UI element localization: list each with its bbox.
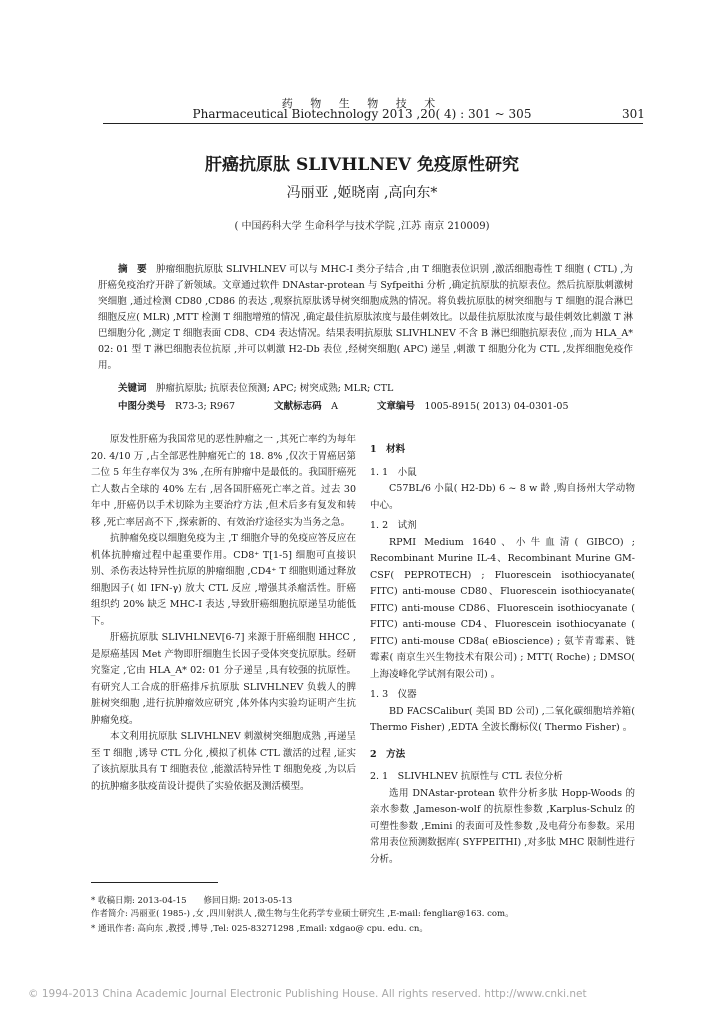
footnote-author-bio: 作者简介: 冯丽亚( 1985-) ,女 ,四川射洪人 ,微生物与生化药学专业硕士研究生 ,E-mail: fengliar@163. com。 xyxy=(91,909,514,919)
article-title: 肝癌抗原肽 SLIVHLNEV 免疫原性研究 xyxy=(205,155,519,175)
header-rule xyxy=(103,123,643,124)
article-no-value: 1005-8915( 2013) 04-0301-05 xyxy=(424,401,569,412)
footnote-corresponding-author: * 通讯作者: 高向东 ,教授 ,博导 ,Tel: 025-83271298 ,Email: xdgao@ cpu. edu. cn。 xyxy=(91,924,428,934)
page-number: 301 xyxy=(622,107,645,121)
abstract-label: 摘 要 xyxy=(118,264,147,275)
keywords-label: 关键词 xyxy=(118,383,147,394)
abstract-text: 肿瘤细胞抗原肽 SLIVHLNEV 可以与 MHC-I 类分子结合 ,由 T 细胞表位识别 ,激活细胞毒性 T 细胞 ( CTL) ,为肝癌免疫治疗开辟了新领域。文章通过软件 DNAstar-protean 与 Syfpeithi 分析 ,确定抗原肽的抗原表位。然后抗原肽刺激树突细胞 ,通过检测 CD80 ,CD86 的表达 ,观察抗原肽诱导树突细胞成熟的情况。将负载抗原肽的树突细胞与 T 细胞的混合淋巴细胞反应( MLR) ,MTT 检测 T 细胞增殖的情况 ,确定最佳抗原肽浓度与最佳刺效比。以最佳抗原肽浓度与最佳刺效比刺激 T 淋巴细胞分化 ,测定 T 细胞表面 CD8、CD4 表达情况。结果表明抗原肽 SLIVHLNEV 不含 B 淋巴细胞抗原表位 ,而为 HLA_A* 02: 01 型 T 淋巴细胞表位抗原 ,并可以刺激 H2-Db 表位 ,经树突细胞( APC) 递呈 ,刺激 T 细胞分化为 CTL ,发挥细胞免疫作用。 xyxy=(98,264,633,371)
clc-label: 中图分类号 xyxy=(118,401,166,412)
abstract xyxy=(98,262,633,374)
left-column xyxy=(91,432,356,795)
article-affiliation: ( 中国药科大学 生命科学与技术学院 ,江苏 南京 210009) xyxy=(234,221,490,232)
footnote-dates: * 收稿日期: 2013-04-15 修回日期: 2013-05-13 xyxy=(91,896,293,906)
keywords-text: 肿瘤抗原肽; 抗原表位预测; APC; 树突成熟; MLR; CTL xyxy=(156,383,394,394)
section-heading-materials: 1 材料 xyxy=(370,444,406,455)
section-heading-methods: 2 方法 xyxy=(370,748,406,760)
right-column xyxy=(370,432,635,868)
footnote-rule xyxy=(91,882,218,883)
intro-paragraph-3: 肝癌抗原肽 SLIVHLNEV[6-7] 来源于肝癌细胞 HHCC ,是原癌基因 Met 产物即肝细胞生长因子受体突变抗原肽。经研究鉴定 ,它由 HLA_A* 02: 01 分子递呈 ,具有较强的抗原性。有研究人工合成的肝癌排斥抗原肽 SLIVHLNEV 负载人的脾脏树突细胞 ,进行抗肿瘤效应研究 ,体外体内实验均证明产生抗肿瘤免疫。 xyxy=(91,632,356,726)
doc-code-value: A xyxy=(331,401,338,412)
intro-paragraph-1: 原发性肝癌为我国常见的恶性肿瘤之一 ,其死亡率约为每年 20. 4/10 万 ,占全部恶性肿瘤死亡的 18. 8% ,仅次于胃癌居第二位 5 年生存率仅为 3% ,在所有肿瘤中是最低的。我国肝癌死亡人数占全球的 40% 左右 ,居各国肝癌死亡率之首。过去 30 年中 ,肝癌仍以手术切除为主要治疗方法 ,但术后多有复发和转移 ,死亡率居高不下 ,探索新的、有效治疗途径实为当务之急。 xyxy=(91,434,356,528)
analysis-text: 选用 DNAstar-protean 软件分析多肽 Hopp-Woods 的亲水参数 ,Jameson-wolf 的抗原性参数 ,Karplus-Schulz 的可塑性参数 ,Emini 的表面可及性参数 ,及电荷分布参数。采用常用表位预测数据库( SYFPEITHI) ,对多肽 MHC 限制性进行分析。 xyxy=(370,787,635,865)
mice-text: C57BL/6 小鼠( H2-Db) 6 ~ 8 w 龄 ,购自扬州大学动物中心。 xyxy=(370,483,635,511)
instruments-text: BD FACSCalibur( 美国 BD 公司) ,二氧化碳细胞培养箱( Thermo Fisher) ,EDTA 全波长酶标仪( Thermo Fisher) 。 xyxy=(370,705,635,733)
intro-paragraph-4: 本文利用抗原肽 SLIVHLNEV 刺激树突细胞成熟 ,再递呈至 T 细胞 ,诱导 CTL 分化 ,模拟了机体 CTL 激活的过程 ,证实了该抗原肽具有 T 细胞表位 ,能激活特异性 T 细胞免疫 ,为以后的抗肿瘤多肽疫苗设计提供了实验依据及测活模型。 xyxy=(91,731,356,792)
journal-title-cn: 药 物 生 物 技 术 xyxy=(281,97,443,110)
doc-code-label: 文献标志码 xyxy=(274,401,322,412)
subsection-heading-reagents: 1. 2 试剂 xyxy=(370,520,417,531)
article-no-label: 文章编号 xyxy=(377,401,416,412)
journal-citation: Pharmaceutical Biotechnology 2013 ,20( 4) : 301 ~ 305 xyxy=(192,107,532,121)
intro-paragraph-2: 抗肿瘤免疫以细胞免疫为主 ,T 细胞介导的免疫应答反应在机体抗肿瘤过程中起重要作用。CD8⁺ T[1-5] 细胞可直接识别、杀伤表达特异性抗原的肿瘤细胞 ,CD4⁺ T 细胞则通过释放细胞因子( 如 IFN-γ) 放大 CTL 反应 ,增强其杀瘤活性。肝癌组织约 20% 缺乏 MHC-I 表达 ,导致肝癌细胞抗原递呈功能低下。 xyxy=(91,533,356,627)
keywords xyxy=(118,380,633,394)
classification-line xyxy=(118,398,633,412)
reagents-text: RPMI Medium 1640、小牛血清( GIBCO) ; Recombinant Murine IL-4、Recombinant Murine GM-CSF( PEPROTECH) ; Fluorescein isothiocyanate( FITC) anti-mouse CD80、Fluorescein isothiocyanate( FITC) anti-mouse CD86、Fluorescein isothiocyanate ( FITC) anti-mouse CD4、Fluorescein isothiocyanate ( FITC) anti-mouse CD8a( eBioscience) ; 氨苄青霉素、链霉素( 南京生兴生物技术有限公司) ; MTT( Roche) ; DMSO( 上海凌峰化学试剂有限公司) 。 xyxy=(370,536,635,680)
subsection-heading-mice: 1. 1 小鼠 xyxy=(370,466,417,478)
subsection-heading-instruments: 1. 3 仪器 xyxy=(370,689,417,700)
subsection-heading-analysis: 2. 1 SLIVHLNEV 抗原性与 CTL 表位分析 xyxy=(370,771,563,782)
clc-value: R73-3; R967 xyxy=(175,401,236,412)
article-authors: 冯丽亚 ,姬晓南 ,高向东* xyxy=(286,185,438,201)
copyright-watermark: © 1994-2013 China Academic Journal Electronic Publishing House. All rights reserved. http://www.cnki.net xyxy=(28,988,587,1000)
